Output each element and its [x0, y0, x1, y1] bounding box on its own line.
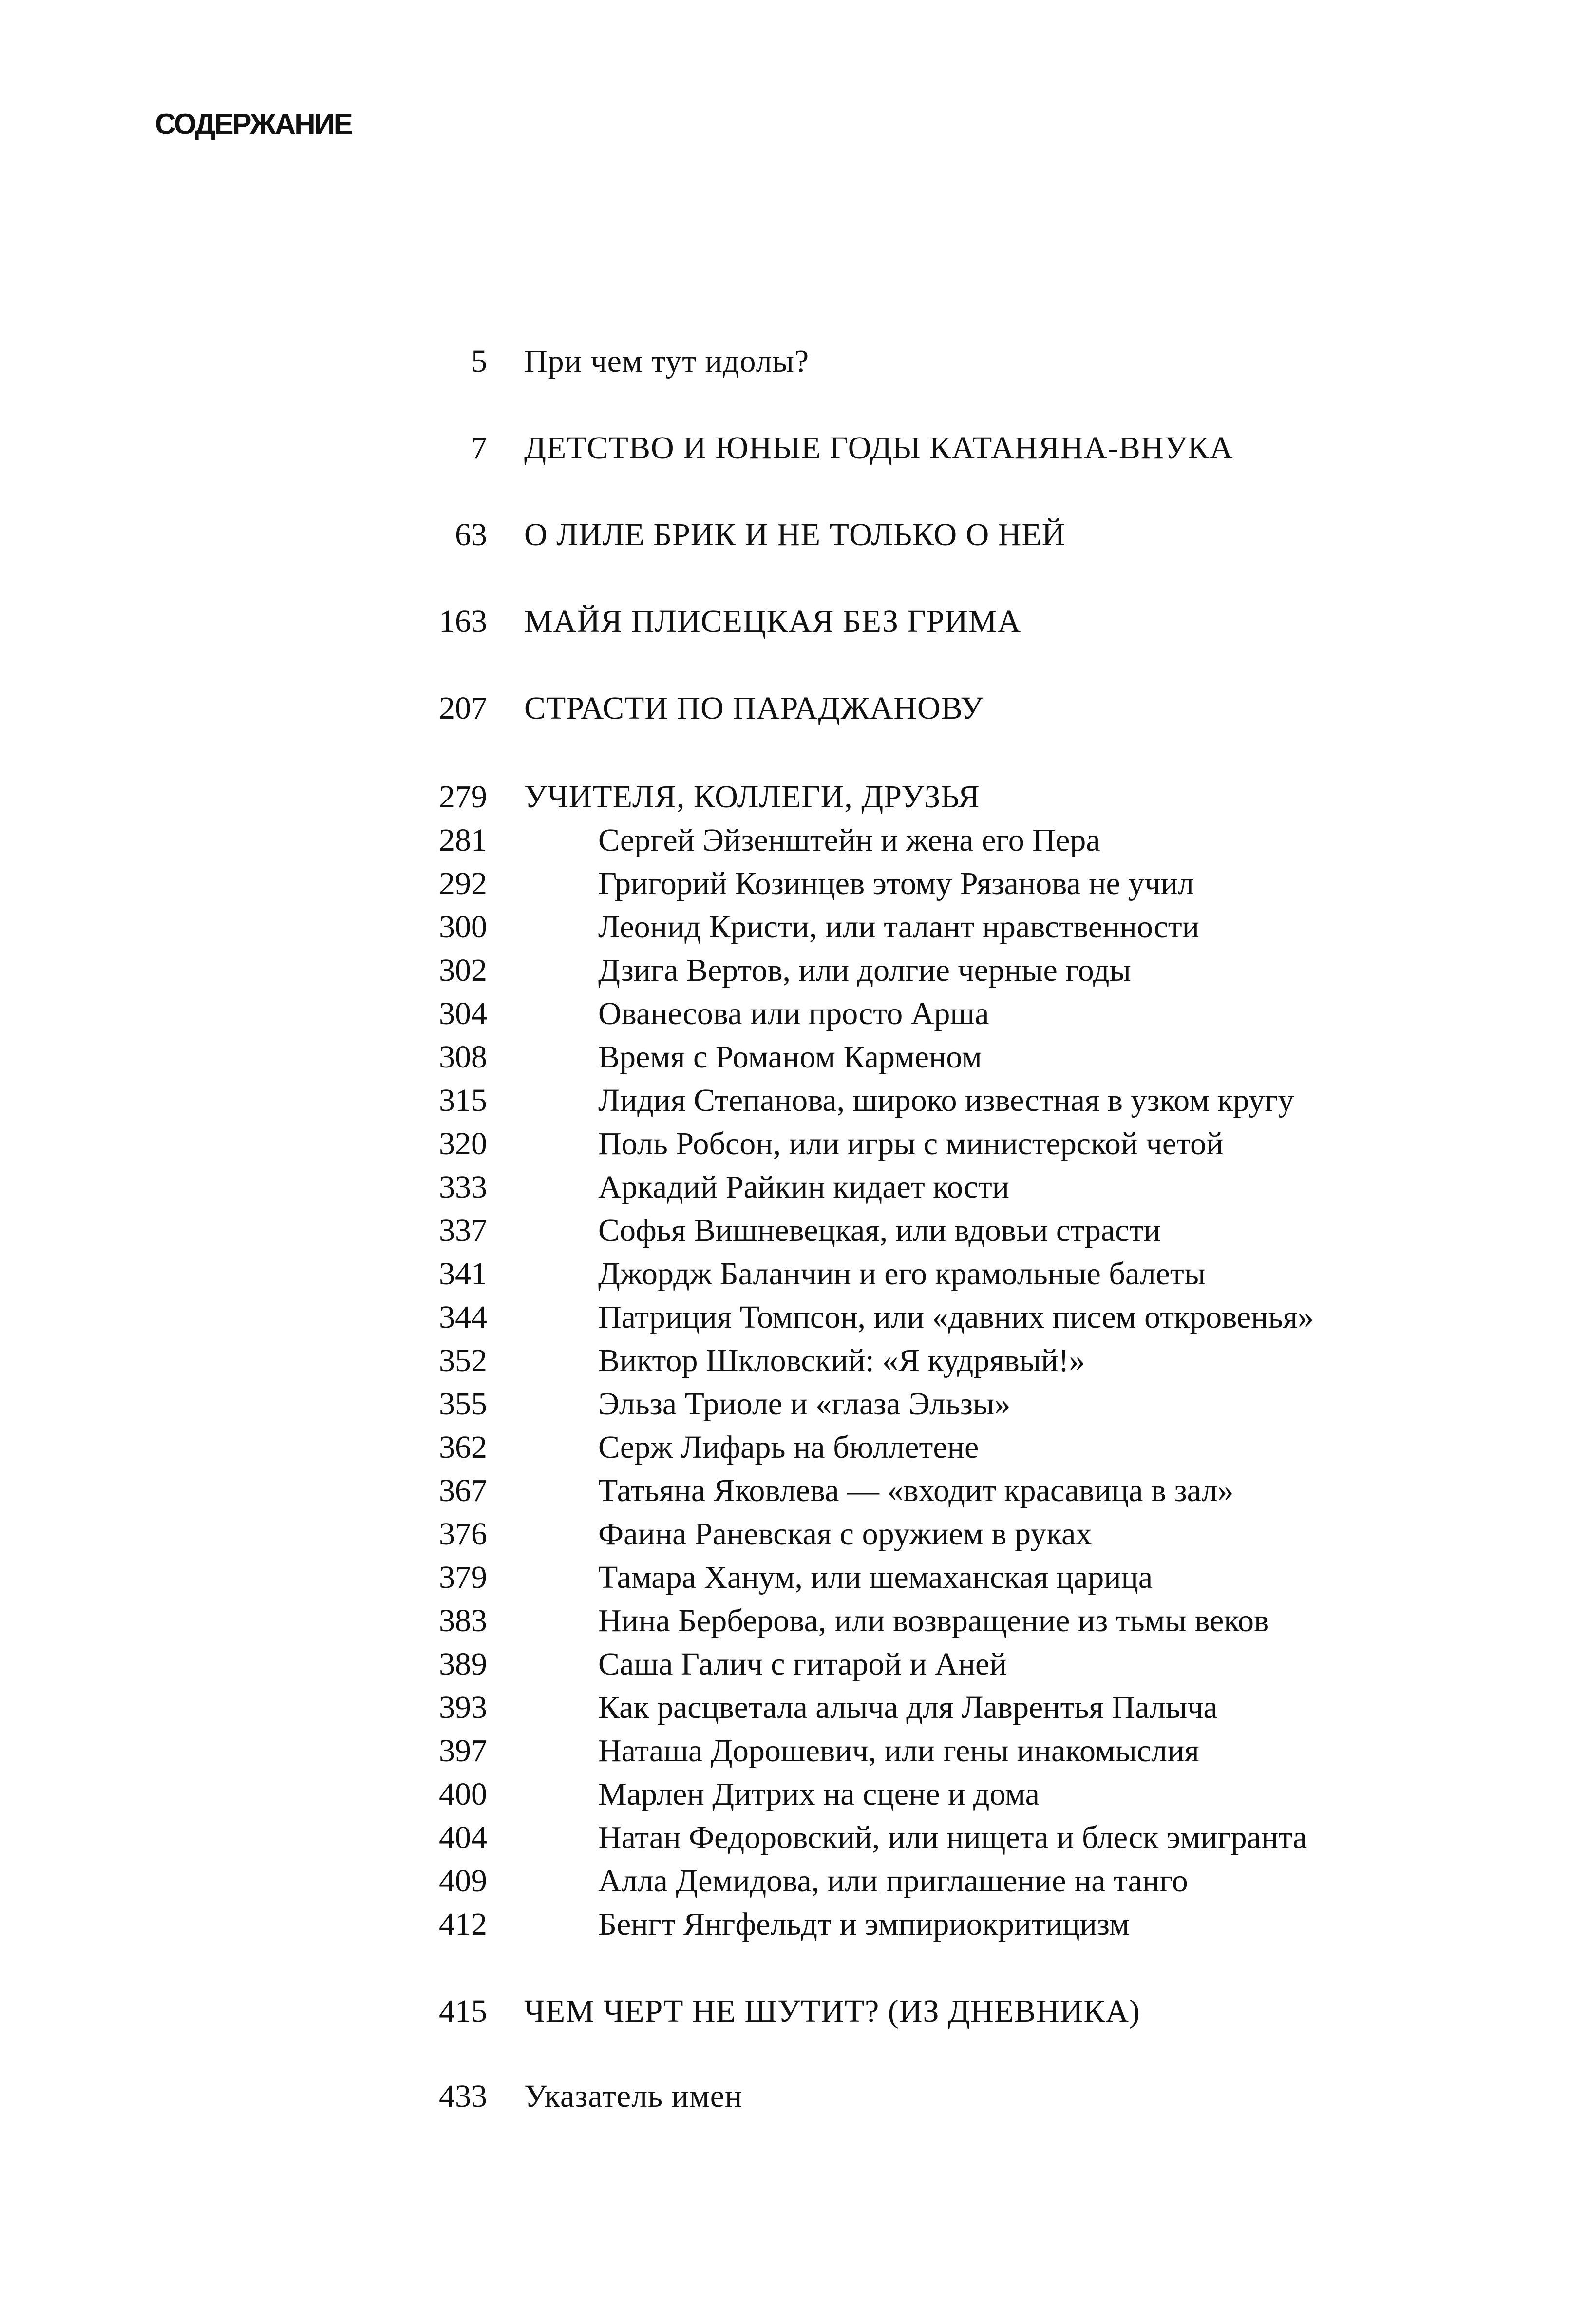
- toc-entry: [0, 1600, 1589, 1642]
- toc-title: Сергей Эйзенштейн и жена его Пера: [598, 822, 1100, 858]
- toc-entry: [0, 600, 1589, 643]
- toc-entry: [0, 1730, 1589, 1772]
- toc-page-number: 308: [439, 1039, 487, 1075]
- toc-entry: [0, 2075, 1589, 2118]
- toc-title: Фаина Раневская с оружием в руках: [598, 1516, 1092, 1552]
- toc-page-number: 304: [439, 996, 487, 1031]
- toc-page-number: 341: [439, 1256, 487, 1292]
- toc-entry: [0, 514, 1589, 556]
- toc-entry: [0, 949, 1589, 992]
- toc-title: МАЙЯ ПЛИСЕЦКАЯ БЕЗ ГРИМА: [524, 604, 1022, 639]
- toc-title: Татьяна Яковлева — «входит красавица в зал»: [598, 1473, 1234, 1508]
- toc-title: Натан Федоровский, или нищета и блеск эмигранта: [598, 1820, 1307, 1855]
- toc-page-number: 433: [439, 2078, 487, 2114]
- toc-title: УЧИТЕЛЯ, КОЛЛЕГИ, ДРУЗЬЯ: [524, 779, 980, 815]
- toc-entry: [0, 427, 1589, 470]
- toc-entry: [0, 340, 1589, 383]
- toc-entry: [0, 992, 1589, 1035]
- toc-title: Леонид Кристи, или талант нравственности: [598, 909, 1199, 945]
- toc-title: Алла Демидова, или приглашение на танго: [598, 1863, 1188, 1899]
- toc-title: Марлен Дитрих на сцене и дома: [598, 1776, 1040, 1812]
- toc-title: ДЕТСТВО И ЮНЫЕ ГОДЫ КАТАНЯНА-ВНУКА: [524, 430, 1233, 466]
- toc-entry: [0, 1296, 1589, 1339]
- toc-entry: [0, 1903, 1589, 1946]
- toc-entry: [0, 1079, 1589, 1122]
- toc-page-number: 400: [439, 1776, 487, 1812]
- toc-entry: [0, 1123, 1589, 1165]
- toc-page-number: 7: [471, 430, 487, 466]
- toc-page-number: 376: [439, 1516, 487, 1552]
- toc-title: СТРАСТИ ПО ПАРАДЖАНОВУ: [524, 690, 984, 726]
- toc-page-number: 279: [439, 779, 487, 815]
- toc-title: Серж Лифарь на бюллетене: [598, 1429, 979, 1465]
- toc-page-number: 362: [439, 1429, 487, 1465]
- toc-page-number: 315: [439, 1083, 487, 1118]
- toc-title: Дзига Вертов, или долгие черные годы: [598, 952, 1131, 988]
- toc-title: Как расцветала алыча для Лаврентья Палыча: [598, 1690, 1218, 1725]
- toc-page-number: 300: [439, 909, 487, 945]
- toc-entry: [0, 1773, 1589, 1816]
- toc-entry: [0, 1339, 1589, 1382]
- toc-title: Тамара Ханум, или шемаханская царица: [598, 1560, 1153, 1595]
- toc-page-number: 302: [439, 952, 487, 988]
- toc-entry: [0, 1209, 1589, 1252]
- toc-page-number: 404: [439, 1820, 487, 1855]
- toc-page-number: 383: [439, 1603, 487, 1638]
- toc-page-number: 397: [439, 1733, 487, 1769]
- toc-page-number: 207: [439, 690, 487, 726]
- toc-page-number: 333: [439, 1169, 487, 1205]
- toc-title: Время с Романом Карменом: [598, 1039, 982, 1075]
- toc-entry: [0, 1990, 1589, 2033]
- toc-entry: [0, 1816, 1589, 1859]
- toc-title: Указатель имен: [524, 2078, 743, 2114]
- toc-title: Лидия Степанова, широко известная в узком кругу: [598, 1083, 1294, 1118]
- toc-entry: [0, 1383, 1589, 1426]
- toc-entry: [0, 1556, 1589, 1599]
- toc-title: Аркадий Райкин кидает кости: [598, 1169, 1009, 1205]
- toc-page-number: 5: [471, 343, 487, 379]
- toc-page-number: 355: [439, 1386, 487, 1422]
- toc-title: Виктор Шкловский: «Я кудрявый!»: [598, 1343, 1085, 1378]
- toc-entry: [0, 906, 1589, 949]
- toc-title: Григорий Козинцев этому Рязанова не учил: [598, 866, 1194, 901]
- toc-title: Наташа Дорошевич, или гены инакомыслия: [598, 1733, 1199, 1769]
- toc-page-number: 412: [439, 1906, 487, 1942]
- toc-entry: [0, 819, 1589, 862]
- toc-entry: [0, 776, 1589, 819]
- toc-title: Бенгт Янгфельдт и эмпириокритицизм: [598, 1906, 1130, 1942]
- toc-page-number: 367: [439, 1473, 487, 1508]
- toc-page-number: 409: [439, 1863, 487, 1899]
- toc-entry: [0, 1166, 1589, 1209]
- toc-entry: [0, 1860, 1589, 1903]
- toc-title: Софья Вишневецкая, или вдовьи страсти: [598, 1213, 1161, 1248]
- toc-page-number: 63: [455, 517, 487, 552]
- toc-page-number: 337: [439, 1213, 487, 1248]
- toc-entry: [0, 1253, 1589, 1295]
- toc-title: Патриция Томпсон, или «давних писем откровенья»: [598, 1299, 1314, 1335]
- toc-page-number: 281: [439, 822, 487, 858]
- toc-title: Джордж Баланчин и его крамольные балеты: [598, 1256, 1206, 1292]
- toc-entry: [0, 1513, 1589, 1556]
- toc-entry: [0, 862, 1589, 905]
- toc-title: Нина Берберова, или возвращение из тьмы веков: [598, 1603, 1269, 1638]
- toc-page-number: 292: [439, 866, 487, 901]
- toc-title: При чем тут идолы?: [524, 343, 810, 379]
- toc-page-number: 389: [439, 1646, 487, 1682]
- toc-page-number: 163: [439, 604, 487, 639]
- toc-page-number: 379: [439, 1560, 487, 1595]
- toc-entry: [0, 1426, 1589, 1469]
- toc-title: О ЛИЛЕ БРИК И НЕ ТОЛЬКО О НЕЙ: [524, 517, 1066, 552]
- page-heading: СОДЕРЖАНИЕ: [155, 108, 352, 140]
- toc-page-number: 352: [439, 1343, 487, 1378]
- toc-entry: [0, 1686, 1589, 1729]
- toc-entry: [0, 1643, 1589, 1686]
- toc-page-number: 393: [439, 1690, 487, 1725]
- toc-entry: [0, 1036, 1589, 1079]
- toc-title: Поль Робсон, или игры с министерской четой: [598, 1126, 1224, 1162]
- toc-entry: [0, 1469, 1589, 1512]
- toc-page-number: 344: [439, 1299, 487, 1335]
- toc-title: Саша Галич с гитарой и Аней: [598, 1646, 1007, 1682]
- toc-title: Ованесова или просто Арша: [598, 996, 989, 1031]
- toc-title: Эльза Триоле и «глаза Эльзы»: [598, 1386, 1011, 1422]
- toc-page-number: 320: [439, 1126, 487, 1162]
- toc-title: ЧЕМ ЧЕРТ НЕ ШУТИТ? (ИЗ ДНЕВНИКА): [524, 1994, 1141, 2029]
- toc-entry: [0, 687, 1589, 730]
- toc-page-number: 415: [439, 1994, 487, 2029]
